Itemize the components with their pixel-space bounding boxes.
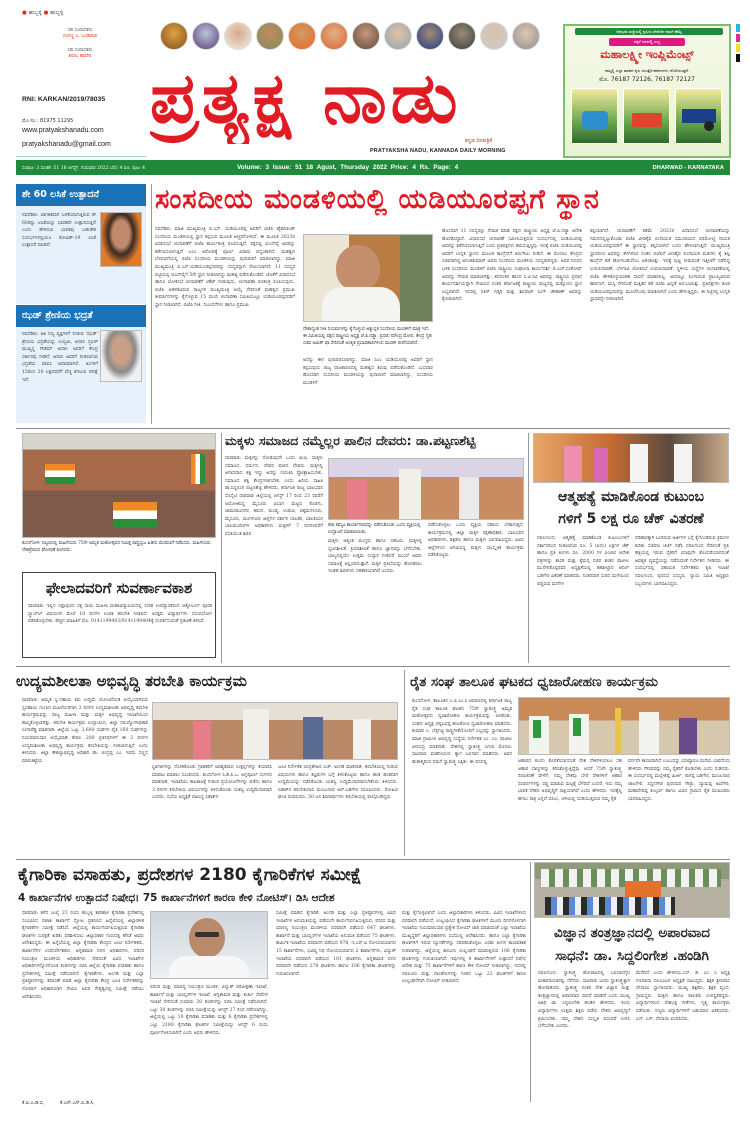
lead-text-col2: ಅದನ್ನು ಈಗ ಪುನಾರಚಿಸಲಾಗಿದ್ದು, ಮಾಜಿ ಸಿಎಂ ಯಡಿಯೂರಪ್ಪ ಅವರಿಗೆ ಸ್ಥಾನ ಕಲ್ಪಿಸುವುದು ರಾಜ್ಯ ರಾಜಕಾರಣದಲ್ಲಿ ಮಹತ್ವದ ತಿರುವು ಪಡೆದುಕೊಂಡಿದೆ. ಬುಧವಾರ ಹೊಸದಾಗಿ ಸಂಸದೀಯ ಮಂಡಳಿಯನ್ನು ಪುನಾರಚನೆ ಮಾಡಲಾಗಿದ್ದು, ಸಂಸದೀಯ ಮಂಡಳಿಗೆ bbox=[303, 358, 433, 386]
sidebar-text: ನವದೆಹಲಿ: ಜಾಗತಿಕವಾಗಿ ಬಳಕೆಯಾಗುತ್ತಿರುವ ಶೇ 60ರಷ್ಟು ಲಸಿಕೆಯನ್ನು ಭಾರತವೇ ಉತ್ಪಾದಿಸುತ್ತಿದೆ ಎಂದು ಹೇಳಿರುವ ಭಾರತವು ಬಹುತೇಕ ಸಂದರ್ಭಗಳಲ್ಲಿಯೂ ಕೋವಿಡ್-19 ಲಸಿಕೆ ಉತ್ಪಾದನೆ ಮಾಡಿದೆ. bbox=[22, 213, 96, 249]
suicide-headline-line2: ಗಳಿಗೆ 5 ಲಕ್ಷ ರೂ ಚೆಕ್ ವಿತರಣೆ bbox=[558, 511, 704, 527]
signoff-2: ಕೆ.ಎಸ್.ಎಸ್.ಐ.ಡಿ.ಸಿ, bbox=[59, 1101, 95, 1106]
pattanashetti-text-col1: ಧಾರವಾಡ: ಮಕ್ಕಳನ್ನು ನೋಡುವುದೇ ಒಂದು ಖುಷಿ. ಮಕ್ಕಳು ಸಮಾಜದ, ಧರ್ಮದ, ದೇವರ ಪಾಲಿನ ದೇವರು. ಮಕ್ಕಳಲ್ಲಿ ಅಗಾಧವಾದ ಶಕ್ತಿ ಇದ್ದು ಅದನ್ನು ಗುರುತಿಸಿ ಪ್ರೋತ್ಸಾಹಿಸಬೇಕು. ಸಮಾಜದ ಶಕ್ತಿ ಕೇಂದ್ರಗಳಾಗಬೇಕು ಎಂದು ಹಿರಿಯ ಸಾಹಿತಿ ಡಾ.ಸಿದ್ದಲಿಂಗ ಪಟ್ಟಣಶೆಟ್ಟಿ ಹೇಳಿದರು. ಕರ್ನಾಟಕ ರಾಜ್ಯ ಬಾಲಭವನ ಸೊಸೈಟಿ ಧಾರವಾಡ ಜಿಲ್ಲೆಯಲ್ಲಿ ಆಗಸ್ಟ್ 17 ರಿಂದ 23 ರವರೆಗೆ ಆಯೋಜಿಸಿದ್ದ ಮೈಸೂರು ವಿಭಾಗ ಮಟ್ಟದ ಕೊಡಗು, ಚಾಮರಾಜನಗರ, ಹಾಸನ, ಮಂಡ್ಯ, ಉಡುಪಿ, ಚಿಕ್ಕಮಗಳೂರು, ಮೈಸೂರು, ಮಂಗಳೂರು ಜಿಲ್ಲೆಗಳ ಸರ್ಕಾರಿ ಬಾಲಕರ, ಬಾಲಕಿಯರ ಬಾಲಮಂದಿರಗಳ ಅಧಿಕಾರಿಗಳು ಮಕ್ಕಳಿಗೆ 7 ದಿನಗಳವರೆಗೆ ವಸತಿಯುತ ಶಿಬಿರ bbox=[225, 456, 323, 537]
sidebar-headline: ಶೇ 60 ಲಸಿಕೆ ಉತ್ಪಾದನೆ bbox=[16, 184, 146, 206]
industrial-text-col3: ಸಮೀಕ್ಷೆ ಮಾಡಿದ ಕೈಗಾರಿಕೆ, ಅಂಗಡಿ ಮತ್ತು ಎಲ್ಲಾ ಪ್ರತಿಷ್ಠಾನಗಳಲ್ಲಿ ವಿವಿಧ ಇಲಾಖೆಗಳ ಅನುಮತಿಯನ್ನು ಪಡೆಯದೇ ಕಾರ್ಯನಿರ್ವಹಿಸುತ್ತಿರುವ, ಪರಿಸರ ಮತ್ತು ಮಾಲಿನ್ಯ ನಿಯಂತ್ರಣ ಮಂಡಳಿಯ ಪರವಾನಗಿ ಪಡೆಯದ 647 ಘಟಕಗಳು, ಕಾರ್ಖಾನೆ ಮತ್ತು ಬಾಯ್ಲರ್‌ಗಳ ಇಲಾಖೆಯ ಅನುಮತಿ ಪಡೆಯದ 75 ಘಟಕಗಳು, ಕಾರ್ಮಿಕ ಇಲಾಖೆಯ ಪರವಾನಗಿ ಪಡೆಯದ 978, ಇ.ಎಸ್.ಐ ನೋಂದಣಿಯಾಗದ 15 ಕಾರ್ಖಾನೆಗಳು, ಭವಿಷ್ಯ ನಿಧಿ ನೋಂದಣಿಯಾಗದ 2 ಕಾರ್ಖಾನೆಗಳು, ವಿದ್ಯುತ್ ಇಲಾಖೆಯ ಪರವಾನಗಿ ಪಡೆಯದ 101 ಘಟಕಗಳು, ಅಗ್ನಿಶಾಮಕ ದಳದ ಪರವಾನಗಿ ಪಡೆಯದ 278 ಘಟಕಗಳು ಹಾಗೂ 106 ಕೈಗಾರಿಕಾ ಘಟಕಗಳನ್ನು ಗುರುತಿಸಲಾಗಿದೆ. bbox=[276, 911, 396, 977]
lead-text-col1: ನವದೆಹಲಿ: ಮಾಜಿ ಮುಖ್ಯಮಂತ್ರಿ ಬಿ.ಎಸ್. ಯಡಿಯೂರಪ್ಪ ಅವರಿಗೆ ಬಿಜೆಪಿ ಹೈಕಮಾಂಡ್ ಸಂಸದೀಯ ಮಂಡಳಿಯಲ್ಲಿ ಸ್ಥಾನ ಕಲ್ಪಿಸುವ ಮೂಲಕ ಅಚ್ಚರಿಗೊಳಿಸಿದೆ. ಈ ಮೂಲಕ 2023ರ ವಿಧಾನಸಭೆ ಚುನಾವಣೆಗೆ ಬಿಜೆಪಿ ಕಾರ್ಯತಂತ್ರ ರೂಪಿಸುತ್ತಿದೆ. ಪಕ್ಷದಲ್ಲಿ ಬಿಎಸ್‌ವೈ ಅವರನ್ನು ಕಡೆಗಣಿಸಲಾಗುತ್ತಿದೆ ಎಂಬ ಆರೋಪಕ್ಕೆ ಪೂರ್ಣ ವಿರಾಮ ಬಿದ್ದಂತಾಗಿದೆ. ಮಹತ್ವದ ಬೆಳವಣಿಗೆಯಲ್ಲಿ ಬಿಜೆಪಿ ಸಂಸದೀಯ ಮಂಡಳಿಯನ್ನು ಪುನಾರಚನೆ ಮಾಡಲಾಗಿದ್ದು, ಮಾಜಿ ಮುಖ್ಯಮಂತ್ರಿ ಬಿ.ಎಸ್.ಯಡಿಯೂರಪ್ಪನವರನ್ನು ಸದಸ್ಯರನ್ನಾಗಿ ನೇಮಿಸಲಾಗಿದೆ. 11 ಸದಸ್ಯರ ಪಟ್ಟಿಯಲ್ಲಿ ಬಿಎಸ್‌ವೈಗೆ 5ನೇ ಸ್ಥಾನ ನೀಡಲಾಗಿದ್ದು ಮಹತ್ವ ಪಡೆದುಕೊಂಡಿದೆ. ಜೊತೆಗೆ ವಿಧಾನಸಭೆ ಹಾಗೂ ಲೋಕಸಭೆ ಚುನಾವಣೆಗೆ ಟಿಕೆಟ್ ನೀಡುವುದು, ಚುನಾವಣಾ ರಣತಂತ್ರ ರೂಪಿಸುವುದು, ಬಿಜೆಪಿ ಆಡಳಿತವಿರುವ ರಾಜ್ಯಗಳ ಮುಖ್ಯಮಂತ್ರಿ ಆಯ್ಕೆ ಸೇರಿದಂತೆ ಮಹತ್ವದ ಪ್ರಮುಖ ತೀರ್ಮಾನಗಳನ್ನು ಕೈಗೊಳ್ಳುವ 15 ಮಂದಿ ಚುನಾವಣಾ ಸಮಿತಿಯಲ್ಲೂ ಯಡಿಯೂರಪ್ಪನವರಿಗೆ ಸ್ಥಾನ ನೀಡಲಾಗಿದೆ. ಬಿಜೆಪಿ ನೀತಿ, ನಿಬಂಧನೆಗಳು ಹಾಗೂ ಪ್ರಮುಖ bbox=[155, 227, 295, 308]
entrepreneurship-text-col1: ಧಾರವಾಡ: ಅಮೃತ ಸ್ವ-ಸಹಾಯ ಕಿರು ಉದ್ದಿಮೆ ಯೋಜನೆಯಡಿ ಆಯ್ಕೆಯಾಗಿರುವ ಸ್ವಸಹಾಯ ಗುಂಪಿನ ಮಹಿಳೆಯರಿಗಾಗಿ 3 ದಿನಗಳ ಉದ್ಯಮಶೀಲತಾ ಅಭಿವೃದ್ಧಿ ತರಬೇತಿ ಕಾರ್ಯಕ್ರಮವನ್ನು ರಾಜ್ಯ ಮಹಿಳಾ ಮತ್ತು ಮಕ್ಕಳ ಅಭಿವೃದ್ಧಿ ಇಲಾಖೆಯಿಂದ ಹಮ್ಮಿಕೊಳ್ಳಲಾಗಿತ್ತು. ತರಬೇತಿ ಕಾರ್ಯಕ್ರಮ ಉದ್ಘಾಟಿಸಿದ, ಜಿಲ್ಲಾ ನಿರುದ್ಯೋಗಾಧಿಕಾರಿ ಸಿಂಗಾರೆಡ್ಡಿ ಮಾತನಾಡಿ, ಜಿಲ್ಲೆಯ ಒಟ್ಟು 3,600 ಸಂಘಗಳ ಪೈಕಿ 160 ಸಂಘಗಳನ್ನು ನಿಯಮಾನುಸಾರ ಆಯ್ಕೆಮಾಡಿ ಕೇವಲ 200 ಪ್ರತಿನಿಧಿಗಳಿಗೆ ಈ 3 ದಿನಗಳ ಉದ್ಯಮಶೀಲತಾ ಅಭಿವೃದ್ಧಿ ಕಾರ್ಯಕ್ರಮ ತರಬೇತಿಯನ್ನು ನೀಡಲಾಗುತ್ತಿದೆ ಎಂದು ತಿಳಿಸಿದರು. ಜಿಲ್ಲಾ ಕೌಶಲ್ಯಾಭಿವೃದ್ಧಿ ಅಧಿಕಾರಿ ಡಾ. ಚಂದ್ರಪ್ಪ ಎಂ. ಇವರು ಸಣ್ಣದ ಮಾರುಕಟ್ಟೆಯ bbox=[22, 698, 148, 764]
phone-number: ಮೊ.ಸಂ.: 81975 11295 bbox=[22, 118, 74, 124]
industrial-headline: ಕೈಗಾರಿಕಾ ವಸಾಹತು, ಪ್ರದೇಶಗಳ 2180 ಕೈಗಾರಿಕೆಗಳ ಸಮೀಕ್ಷೆ bbox=[18, 865, 362, 885]
entrepreneurship-text-col3: ಜಂಟಿ ನಿರ್ದೇಶಕ ಚಂದ್ರಶೇಖರ ಎಚ್. ಅಂಗಡಿ ಮಾತನಾಡಿ, ತರಬೇತಿಯಲ್ಲಿ ನೀಡುವ ವಿಷಯಗಳು ಹಾಗೂ ತಜ್ಞರುಗಳ ಬಗ್ಗೆ ತಿಳಿಸಿಕೊಟ್ಟರು ಹಾಗೂ ಹಂತ ಹಂತವಾಗಿ ಉದ್ದಿಮೆಯನ್ನು ನಡೆಸಿಕೊಂಡು ಯಶಸ್ವಿ ಉದ್ದಿಮೆದಾರರಾಗಬೇಕೆಂದು ತಿಳಿಸಿದರು. ಸಿಡಾಕ್‌ನ ತರಬೇತುದಾರ ಮಂಜುನಾಥ ಅರ್.ಬಡಿಗೇರ ನಿರೂಪಿಸಿದರು. ರೋಹಿಣಿ ಘಂಟಿ ವಂದಿಸಿದರು. 50 ಜನ ಶಿಬಿರಾರ್ಥಿಗಳು ತರಬೇತಿಯಲ್ಲಿ ಪಾಲ್ಗೊಂಡಿದ್ದರು. bbox=[278, 765, 398, 801]
column-divider bbox=[404, 670, 405, 856]
photo-flag-rally bbox=[22, 433, 216, 538]
entrepreneurship-headline: ಉದ್ಯಮಶೀಲತಾ ಅಭಿವೃದ್ಧಿ ತರಬೇತಿ ಕಾರ್ಯಕ್ರಮ bbox=[16, 672, 247, 690]
lead-text-col3: ಹೊಸದಾಗಿ 11 ಸದಸ್ಯರನ್ನು ನೇಮಕ ಮಾಡಿ ಪಕ್ಷದ ರಾಷ್ಟ್ರೀಯ ಅಧ್ಯಕ್ಷ ಜೆ.ಪಿ.ನಡ್ಡಾ ಆದೇಶ ಹೊರಡಿಸಿದ್ದಾರೆ. ವಿಧಾನಸಭೆ ಚುನಾವಣೆ ಸಮೀಪಿಸುತ್ತಿರುವ ಸಂದರ್ಭದಲ್ಲಿ ಯಡಿಯೂರಪ್ಪ ಅವರನ್ನು ಕಡೆಗಣಿಸಲಾಗುತ್ತಿದೆ ಎಂದು ಪ್ರತಿಪಕ್ಷಗಳು ಹರುಸುತ್ತಿದ್ದವು. ಇದಕ್ಕೆ ಬಿಜೆಪಿ ಯಡಿಯೂರಪ್ಪ ಅವರಿಗೆ ಉನ್ನತ ಸ್ಥಾನದ ಮೂಲಕ ಕಾಂಗ್ರೆಸ್‌ಗೆ ತಿರುಗೇಟು ನೀಡಿದೆ. ಈ ಮೊದಲು ಕೇಂದ್ರದ ಸಚಿವರಾಗಿದ್ದ ಅನಂತಕುಮಾರ್ ಅವರು ಸಂಸದೀಯ ಮಂಡಳಿಯ ಸದಸ್ಯರಾಗಿದ್ದರು. ಅವರ ನಿಧನದ ಬಳಿಕ ಸಂಸದೀಯ ಮಂಡಳಿಗೆ ಬಿಜೆಪಿ ರಾಷ್ಟ್ರೀಯ ಸಂಘಟನಾ ಕಾರ್ಯದರ್ಶಿ ಬಿ.ಎಲ್.ಸಂತೋಷ್ ಅವರನ್ನು ನೇಮಕ ಮಾಡಲಾಗಿತ್ತು. ತದನಂತರ ಹಾಸನ ಸಿ.ಟಿ.ರವಿ ಅವರನ್ನು ರಾಷ್ಟ್ರೀಯ ಪ್ರಧಾನ ಕಾರ್ಯದರ್ಶಿಯನ್ನಾಗಿ ನೇಮಿಸಿದ ನಂತರ ಕರ್ನಾಟಕಕ್ಕೆ ರಾಷ್ಟ್ರೀಯ ಮಟ್ಟದಲ್ಲಿ ಮತ್ತೊಂದು ಸ್ಥಾನ ಲಭ್ಯವಾಗಿದೆ. ಇದರಲ್ಲಿ ನಿತಿನ್ ಗಡ್ಕರಿ ಮತ್ತು ಶಿವರಾಜ್ ಸಿಂಗ್ ಚೌಹಾಣ್ ಅವರನ್ನು ಕೈಬಿಡಲಾಗಿದೆ. bbox=[442, 229, 582, 303]
editor-role: ಸಹ ಸಂಪಾದಕರು bbox=[67, 48, 93, 53]
portrait-image bbox=[160, 22, 188, 50]
ad-image-plough bbox=[571, 88, 618, 144]
industrial-text-col2: ಪರಿಸರ ಮತ್ತು ಮಾಲಿನ್ಯ ನಿಯಂತ್ರಣ ಮಂಡಳಿ, ವಿದ್ಯುತ್ ಪರಿವೀಕ್ಷಣಾ ಇಲಾಖೆ, ಕಾರ್ಖಾನೆ ಮತ್ತು ಬಾಯ್ಲರ್‌ಗಳ ಇಲಾಖೆ, ಅಗ್ನಿಶಾಮಕ ಮತ್ತು ತುರ್ತು ಸೇವೆಗಳ ಇಲಾಖೆ ಸೇರಿದಂತೆ ಸುಮಾರು 30 ತಂಡಗಳನ್ನು ರಚಿಸಿ ಸಮೀಕ್ಷೆ ನಡೆಸಲಾಗಿದೆ. ಒಟ್ಟು 30 ತಂಡಗಳನ್ನು ರಚಿಸಿ ಸಮೀಕ್ಷೆಯನ್ನು ಆಗಸ್ಟ್ 27 ರಿಂದ ನಡೆಸಲಾಗಿದ್ದು, ಜಿಲ್ಲೆಯಲ್ಲಿ ಒಟ್ಟು 10 ಕೈಗಾರಿಕಾ ವಸಾಹತು ಮತ್ತು 6 ಕೈಗಾರಿಕಾ ಪ್ರದೇಶಗಳಲ್ಲಿ ಒಟ್ಟು 2180 ಕೈಗಾರಿಕಾ ಘಟಕಗಳ ಸಮೀಕ್ಷೆಯನ್ನು ಆಗಸ್ಟ್ 6 ರಂದು ಪೂರ್ಣಗೊಳಿಸಲಾಗಿದೆ ಎಂದು ಅವರು ಹೇಳಿದರು. bbox=[150, 985, 268, 1036]
farmers-text-col1: ಕುಂದಗೋಳ: ತಾಲೂಕಿನ ಎ.ಪಿ.ಎಂ.ಸಿ ಆವರಣದಲ್ಲಿ ಕರ್ನಾಟಕ ರಾಜ್ಯ ರೈತ ಸಂಘ ತಾಲೂಕ ಘಟಕದ 75ನೇ ಸ್ವಾತಂತ್ರ್ಯ ಅಮೃತ ಮಹೋತ್ಸವದ ಧ್ವಜಾರೋಹಣ ಕಾರ್ಯಕ್ರಮವನ್ನು ಆಚರಿಸಿತು. ಸಂಘದ ಅಧ್ಯಕ್ಷ ಚನ್ನಬಸಪ್ಪ ಹುಲಕೋಟಿ ಧ್ವಜಾರೋಹಣ ಮಾಡಿದರು. ಕುಮಾರಿ ಎ. ಬೆಳ್ಳಿಗಟ್ಟಿ ರಾಷ್ಟ್ರಗೀತೆಯೊಂದಿಗೆ ಎಲ್ಲರನ್ನು ಸ್ವಾಗತಿಸಿದರು. ಮಾಜಿ ಗ್ರಾಮೀಣ ಅಭಿವೃದ್ಧಿ ಸಂಸ್ಥೆಯ ನಿರ್ದೇಶಕ ಎಂ. ಎಂ. ಪಾಟೀಲ ವೀರಭದ್ರ ಮಾತನಾಡಿ, ದೇಶದಲ್ಲಿ ಸ್ವಾತಂತ್ರ್ಯ ಸಿಗುವ ಮೊದಲು ಸಾವಿರಾರು ಮಹನೀಯರು ತ್ಯಾಗ ಬಲಿದಾನ ಮಾಡಿದರು. ಅವರ ಹುತಾತ್ಮರಿಂದ ನಮಗೆ ಸ್ವಾತಂತ್ರ್ಯ ಸಿಕ್ಕಿತು. ಈ ದಿನದಲ್ಲಿ bbox=[412, 699, 512, 765]
portrait-image bbox=[416, 22, 444, 50]
email-link[interactable]: pratyakshanadu@gmail.com bbox=[22, 141, 111, 148]
suicide-text-col2: ಪರಿಹಾರಕ್ಕಾಗಿ ಬಂದಿರುವ ಅರ್ಜಿಗಳ ಬಗ್ಗೆ ಕೈಗೊಂಡಿರುವ ಕ್ರಮಗಳ ಕುರಿತು ಸಚಿವರು ಚರ್ಚೆ ನಡೆಸಿ ನವಲಗುಂದ ಸೇರಿದಂತೆ ಪ್ರತಿ ಹಳ್ಳಿಯಲ್ಲಿ ಇರುವ ರೈತರಿಗೆ ಯಾವುದೇ ತೊಂದರೆಯಾಗದಂತೆ ಅವಶ್ಯಕ ವ್ಯವಸ್ಥೆಯನ್ನು ನಡೆಸುವಂತೆ ನಿರ್ದೇಶನ ನೀಡಿದರು. ಈ ಸಂದರ್ಭದಲ್ಲಿ ಸಹಾಯಕ ನಿರ್ದೇಶಕರು ಕೃಷಿ ಇಲಾಖೆ ನವಲಗುಂದ, ಪುರಸಭೆ ಸದಸ್ಯರು, ನ್ಯಾಯ ಸಮಿತಿ ಅಧ್ಯಕ್ಷರು ಸಿಬ್ಬಂದಿಗಳು ಭಾಗವಹಿಸಿದ್ದರು. bbox=[635, 536, 729, 587]
pattanashetti-text-col2: ಮಕ್ಕಳು ಅತ್ಯಂತ ಮುಗ್ಧರು ಹಾಗೂ ಸಹಜರು. ಮಕ್ಕಳಲ್ಲಿ ಸೃಜನಶೀಲತೆ, ಕ್ರಿಯಾಶೀಲತೆ ಹಾಗೂ ಜ್ಞಾನವನ್ನು ಬೆಳೆಸಬೇಕು. ಬಾಲ್ಯದಲ್ಲಿಯೇ ಉತ್ತಮ ಸಂಸ್ಕಾರ ನೀಡಿದರೆ ಮುಂದೆ ಅವರು ಸಮಾಜಕ್ಕೆ ಆಸ್ತಿಯಾಗುತ್ತಾರೆ. ಮಕ್ಕಳ ಪ್ರತಿಭೆಯನ್ನು ಹೊರತರಲು ಇಂತಹ ಶಿಬಿರಗಳು ಸಹಕಾರಿಯಾಗಿವೆ ಎಂದರು. bbox=[328, 539, 422, 575]
portrait-image bbox=[512, 22, 540, 50]
ad-image-rotavator bbox=[623, 88, 670, 144]
column-divider bbox=[151, 184, 152, 424]
ad-image-trailer bbox=[675, 88, 722, 144]
portrait-image bbox=[256, 22, 284, 50]
entrepreneurship-text-col2: ಸ್ಥಿತಿಗತಿಗಳನ್ನು ನೋಡಿಕೊಂಡು ಗ್ರಾಹಕರಿಗೆ ಅವಶ್ಯಕವಾದ ಉತ್ಪನ್ನಗಳನ್ನು ತಯಾರಿಸಿ ಮಾರಾಟ ಮಾಡಲು ಸೂಚಿಸಿದರು. ಕುಂದಗೋಳ ಸಿ.ಡಿ.ಪಿ.ಒ. ಅನ್ನಪೂರ್ಣ ಸಂಗಳದ ಮಾತನಾಡಿ, ಇಲಾಖೆಯು ಕಾಲಕಾಲಕ್ಕೆ ನೀಡುವ ಪ್ರಯೋಜನೆಗಳನ್ನು ಪಡೆದು ಹಾಗೂ 3 ದಿನಗಳ ತರಬೇತಿಯ ವಿಷಯಗಳನ್ನು ತಿಳಿದುಕೊಂಡು ಯಶಸ್ವಿ ಉದ್ದಿಮೆದಾರರಾಗಿ ಎಂದರು. ಸಭೆಯ ಅಧ್ಯಕ್ಷತೆ ವಹಿಸಿದ್ದ ಸಿಡಾಕ್‌ನ bbox=[152, 765, 272, 801]
section-divider bbox=[16, 859, 730, 860]
tag-2: ಹುಬ್ಬಳ್ಳಿ bbox=[50, 10, 64, 16]
portrait-image bbox=[192, 22, 220, 50]
ad-phone: ಮೊ. 76187 72126, 76187 72127 bbox=[599, 76, 695, 83]
photo-children-event bbox=[328, 458, 524, 520]
lead-photo-caption: ದೇಶಾದ್ಯಂತ ನೀತಿ ನಿಯಮಗಳನ್ನು ಕೈಗೊಳ್ಳುವ ಅತ್ಯುನ್ನತ ಸಂಸದೀಯ ಮಂಡಳಿಗೆ ಮಾತ್ರ ಇದೆ. ಈ ಸಮಿತಿಯಲ್ಲಿ ಪಕ್ಷದ ರಾಷ್ಟ್ರೀಯ ಅಧ್ಯಕ್ಷ ಜೆ.ಪಿ.ನಡ್ಡಾ, ಪ್ರಧಾನಿ ನರೇಂದ್ರ ಮೋದಿ, ಕೇಂದ್ರ ಗೃಹ ಸಚಿವ ಅಮಿತ್ ಷಾ ಸೇರಿದಂತೆ ಅಂತ್ಯತ ಪ್ರಭಾವಶಾಲಿಗಳಿಂದ ಮಂಡಳಿ ರಚನೆಯಾಗಿದೆ. bbox=[303, 327, 432, 346]
sidebar-text: ನವದೆಹಲಿ: ಅತಿ ಗಣ್ಯ ವ್ಯಕ್ತಿಗಳಿಗೆ ನೀಡುವ 'ಝಡ್' ಶ್ರೇಣಿಯ ಭದ್ರತೆಯನ್ನು ಉದ್ಯಮಿ, ಅದಾನಿ ಗ್ರೂಪ್ ಮುಖ್ಯಸ್ಥ ಗೌತಮ್ ಅದಾನಿ ಅವರಿಗೆ ಕೇಂದ್ರ ಸರ್ಕಾರವು ನೀಡಿದೆ. ಅದಾನಿ ಅವರಿಗೆ ನೀಡಲಾಗುವ ಭದ್ರತೆಯ ವಾಪಸಿ ಆಧಾರವಾಗಿದೆ. ತಿಂಗಳಿಗೆ 15ರಿಂದ 20 ಲಕ್ಷದವರೆಗೆ ವೆಚ್ಚ ತಗಲುವ ನಿರೀಕ್ಷೆ ಇದೆ. bbox=[22, 332, 98, 383]
dateline-place: DHARWAD - KARNATAKA bbox=[652, 164, 724, 171]
notice-headline: ಫೇಲಾದವರಿಗೆ ಸುವರ್ಣಾವಕಾಶ bbox=[45, 579, 193, 597]
editor-role: ಸಹ ಸಂಪಾದಕರು bbox=[67, 28, 93, 33]
photo-cheque-distribution bbox=[533, 433, 729, 483]
portrait-image bbox=[480, 22, 508, 50]
color-registration-marks bbox=[736, 24, 740, 64]
farmers-text-col2: ಆಹಾರದ ಕುಂದು ಕೊರತೆಯಾಗದಂತೆ ದೇಶ ದೇಶಗಳಿಂದಲೂ ಸಹ ಆಹಾರ ಧಾನ್ಯಗಳನ್ನು ತರಿಸಿಕೊಳ್ಳುತ್ತಿದ್ದೆವು. ಆದರೆ 75ನೇ ಸ್ವಾತಂತ್ರ್ಯ ದಿನಾಚರಣೆ ವೇಳೆಗೆ, ನಮ್ಮ ದೇಶವು ಬೇರೆ ದೇಶಗಳಿಗೆ ಆಹಾರ ಪದಾರ್ಥಗಳನ್ನು ರಫ್ತು ಮಾಡುವ ಮಟ್ಟಕ್ಕೆ ಬೆಳೆದಿದೆ ಎಂದರೆ, ಇದು ನಮ್ಮ ಭಾರತ ದೇಶದ ಅಭಿವೃದ್ಧಿಗೆ ಸಾಕ್ಷಿಯಾಗಿದೆ ಎಂದು ಹೇಳಿದರು. ಇದಕ್ಕೆಲ್ಲ ಹಗಲು ರಾತ್ರಿ ಎನ್ನದೆ ಬಿಸಿಲು, ಚಳಿಯಲ್ಲಿ ದುಡಿಯುತ್ತಿರುವ ನಮ್ಮ ರೈತ bbox=[518, 759, 622, 802]
sidebar-photo-minister bbox=[100, 212, 142, 267]
editor-name: ಗಂಗಣ್ಣ ಎ. ಬಂಡಿವಾಡ bbox=[63, 34, 97, 39]
farmers-text-col3: ವರ್ಗವೇ ಕಾರಣವಾಗಿದೆ ಎಂಬುದನ್ನು ಯಾವ್ಯಾರೂ ಮರೆಯ ಬಾರದೆಂದು ಹೇಳಿದರು ಗೌರವವನ್ನು ನಮ್ಮ ರೈತರಿಗೆ ಕೊಡಬೇಕು ಎಂದು ನುಡಿದರು. ಈ ಸಂದರ್ಭದಲ್ಲಿ ಮಲ್ಲೇಶಪ್ಪ ಮಿರ್ಜಿ, ನಾಗಪ್ಪ ಬಡಿಗೇರ, ಮಂಜುನಾಥ ಜಾಲಗೇರಿ, ಸಿದ್ದನಗೌಡ ಪುರದವರ ಗೌಡ್ರು, ದ್ಯಾಮಪ್ಪ ಅಣಿಗೇರಿ, ಮಹಾದೇವಪ್ಪ ಕುಲ್ಕರ್ಣಿ ಹಾಗೂ ವಿವಿಧ ಗ್ರಾಮದ ರೈತ ಮುಖಂಡರು ಭಾಗವಹಿಸಿದ್ದರು. bbox=[628, 759, 730, 802]
suicide-headline-line1: ಆತ್ಮಹತ್ಯೆ ಮಾಡಿಕೊಂಡ ಕುಟುಂಬ bbox=[558, 489, 704, 505]
photo-training-event bbox=[152, 702, 398, 760]
column-divider bbox=[530, 862, 531, 1102]
portrait-image bbox=[448, 22, 476, 50]
tag-1: ಹುಬ್ಬಳ್ಳಿ bbox=[28, 10, 42, 16]
column-divider bbox=[221, 433, 222, 663]
section-divider bbox=[16, 428, 730, 429]
notice-text: ಧಾರವಾಡ: ಇಲ್ಲಿನ ಸಪ್ತಾಪುರದ ಸಕ್ಕ ಸಾಯಿ ಮಹಿಳಾ ಮಹಾವಿದ್ಯಾಲಯದಲ್ಲಿ ನುರಿತ ಉಪನ್ಯಾಸಕರಿಂದ ಆಕ್ಟೋಬರ್ನ ಪೂರಕ ಸ್ಟ್ಯಾಬ್‌ಲ್ ವಿಷಯಗಳ ಮೇಲೆ 10 ದಿನಗಳ ಉಚಿತ ತರಬೇತಿ ನೀಡಲಿದೆ. ಆಸಕ್ತರು ವಿದ್ಯಾರ್ಥಿಗಳು ಸದುಪಯೋಗ ಪಡಿಸಿಕೊಳ್ಳಬೇಕು. ಹೆಚ್ಚಿನ ಮಾಹಿತಿಗೆ ಮೊ. 9141199403/9141199404ಕ್ಕೆ ಸಂಪರ್ಕಿಸುವಂತೆ ಪ್ರಕಟಣೆ ತಿಳಿಸಿದೆ. bbox=[28, 604, 212, 625]
lead-photo-yediyurappa bbox=[303, 234, 433, 322]
industrial-text-col1: ಧಾರವಾಡ: ಕಳೆದ ಜುಲೈ 23 ರಂದು ಹುಬ್ಬಳ್ಳಿ ತಾರಿಹಾಳ ಕೈಗಾರಿಕಾ ಪ್ರದೇಶದಲ್ಲಿ ಸಂಭವಿಸಿದ ಪಟಾಕಿ ಕಾರ್ಖಾನೆ ಸ್ಫೋಟ ಪ್ರಕರಣದ ಹಿನ್ನೆಲೆಯಲ್ಲಿ ಜಿಲ್ಲಾಡಳಿತ ಕೈಗಾರಿಕೆಗಳ ಸಮೀಕ್ಷೆ ನಡೆಸಿದೆ. ಜಿಲ್ಲೆಯಲ್ಲಿ ಕಾರ್ಯನಿರ್ವಹಿಸುತ್ತಿರುವ ಕೈಗಾರಿಕಾ ಘಟಕಗಳ ಸುರಕ್ಷತೆ ಕುರಿತು ಪರಿಶೀಲಿಸಲು ಜಿಲ್ಲಾಧಿಕಾರಿ ಗುರುದತ್ತ ಹೆಗಡೆ ಅವರು ಆದೇಶಿಸಿದ್ದರು. ಈ ಹಿನ್ನೆಲೆಯಲ್ಲಿ ಜಿಲ್ಲಾ ಕೈಗಾರಿಕಾ ಕೇಂದ್ರದ ಜಂಟಿ ನಿರ್ದೇಶಕರು, ಕಾರ್ಖಾನೆಗಳ ಉಪನಿರ್ದೇಶಕರು, ಅಗ್ನಿಶಾಮಕ ದಳದ ಅಧಿಕಾರಿಗಳು, ಪರಿಸರ ನಿಯಂತ್ರಣ ಮಂಡಳಿಯ ಅಧಿಕಾರಿಗಳು ಸೇರಿದಂತೆ ವಿವಿಧ ಇಲಾಖೆಗಳ ಅಧಿಕಾರಿಗಳನ್ನೊಳಗೊಂಡ ತಂಡಗಳನ್ನು ರಚಿಸಿ ಜಿಲ್ಲೆಯ ಕೈಗಾರಿಕಾ ವಸಾಹತು ಹಾಗೂ ಪ್ರದೇಶಗಳಲ್ಲಿ ಸಮೀಕ್ಷೆ ನಡೆಸಲಾಗಿದೆ. ಕೈಗಾರಿಕೆಗಳು, ಅಂಗಡಿ ಮತ್ತು ಎಲ್ಲಾ ಪ್ರತಿಷ್ಠಾನಗಳನ್ನು ತಪಾಸಣೆ ಮಾಡಿ ಜಿಲ್ಲಾ ಕೈಗಾರಿಕಾ ಕೇಂದ್ರ ಜಂಟಿ ನಿರ್ದೇಶಕರನ್ನು ನೋಡಲ್ ಅಧಿಕಾರಿಯಾಗಿ ನೇಮಿಸಿ ಅವರ ನೇತೃತ್ವದಲ್ಲಿ ಸಮೀಕ್ಷೆ ನಡೆಸಲು ಆದೇಶಿಸಿದರು. bbox=[22, 911, 144, 1000]
pattanashetti-photo-caption: ಕಥಾ ಕಮ್ಮಟ ಕಾರ್ಯಾಗಾರವನ್ನು ಪಡೆದುಕೊಂಡು ಒಂದು ವ್ಯಕ್ತಿಯಲ್ಲಿ ಉದ್ಘಾಟನೆ ಮಾಡಲಾಯಿತು. bbox=[328, 523, 421, 535]
masthead-info bbox=[22, 10, 152, 67]
divider bbox=[16, 156, 146, 157]
column-divider bbox=[528, 433, 529, 663]
farmers-headline: ರೈತ ಸಂಘ ತಾಲೂಕ ಘಟಕದ ಧ್ವಜಾರೋಹಣ ಕಾರ್ಯಕ್ರಮ bbox=[410, 674, 658, 690]
science-headline-line1: ವಿಜ್ಞಾನ ತಂತ್ರಜ್ಞಾನದಲ್ಲಿ ಅಪಾರವಾದ bbox=[554, 925, 710, 941]
section-divider bbox=[16, 666, 730, 667]
industrial-text-col4: ಮತ್ತು ಕೈಗೊಳ್ಳಲಾಗಿದೆ ಎಂದು ಜಿಲ್ಲಾಧಿಕಾರಿಗಳು ತಿಳಿಸಿದರು. ವಿವಿಧ ಇಲಾಖೆಗಳಿಂದ ಪರವಾನಗಿ ಪಡೆಯದೆ, ಉಲ್ಲಂಘಿಸಿದ ಕೈಗಾರಿಕಾ ಘಟಕಗಳಿಗೆ ಮೂರು ದಿನಗಳೊಳಗಾಗಿ ಇಲಾಖೆಯ ನಿಯಮಾನುಸಾರ ಪ್ರತ್ಯೇಕ ನೋಟಿಸ್ ಜಾರಿ ಮಾಡುವಂತೆ ಎಲ್ಲಾ ಇಲಾಖೆಯ ಮುಖ್ಯಸ್ಥರಿಗೆ ಜಿಲ್ಲಾಧಿಕಾರಿಗಳು ಸಭೆಯಲ್ಲಿ ಆದೇಶಿಸಿದರು. ಹಾಗೂ ಎಲ್ಲಾ ಕೈಗಾರಿಕಾ ಘಟಕಗಳಿಗೆ ಇರುವ ನ್ಯೂನತೆಗಳನ್ನು ಸರಿಪಡಿಸಿಕೊಳ್ಳಲು ಎರಡು ತಿಂಗಳ ಕಾಲಾವಕಾಶ ನೀಡಲಾಗಿದ್ದು, ಜಿಲ್ಲೆಯಲ್ಲಿ ಕಾನೂನು ಉಲ್ಲಂಘನೆ ಮಾಡುತ್ತಿರುವ 106 ಕೈಗಾರಿಕಾ ಘಟಕಗಳನ್ನು ಗುರುತಿಸಲಾಗಿದೆ. ಇವುಗಳಲ್ಲಿ 4 ಕಾರ್ಖಾನೆಗಳಿಗೆ ಉತ್ಪಾದನೆ ನಿಷೇಧ ಆದೇಶ ಮತ್ತು 75 ಕಾರ್ಖಾನೆಗಳಿಗೆ ಕಾರಣ ಕೇಳಿ ನೋಟಿಸ್ ನೀಡಲಾಗಿದ್ದು, ಇದರಲ್ಲಿ ನವಲೂರು ಮತ್ತು ದಾಂಡೇಲಿಗಳನ್ನು ನೀಡದ ಒಟ್ಟು 22 ಘಟಕಗಳಿಗೆ ಕಾರಣ ಉಲ್ಲಂಘನೆಗಾಗಿ ನೋಟಿಸ್ ನೀಡಲಾಗಿದೆ. bbox=[402, 911, 526, 985]
photo-flag-hoisting bbox=[518, 697, 730, 755]
newspaper-logo: ಪ್ರತ್ಯಕ್ಷ ನಾಡು bbox=[150, 57, 462, 139]
portrait-image bbox=[288, 22, 316, 50]
portrait-image bbox=[320, 22, 348, 50]
signoff-1: ಕೆ.ಐ.ಎ.ಡಿ.ಬಿ, bbox=[22, 1101, 45, 1106]
industrial-signoff bbox=[22, 1100, 146, 1110]
ad-ribbon: ಸಕ್ಕರೆ ದರದಲ್ಲಿ ಲಭ್ಯ bbox=[609, 38, 685, 46]
website-link[interactable]: www.pratyakshanadu.com bbox=[22, 127, 104, 134]
advertisement[interactable] bbox=[563, 24, 731, 158]
photo-deputy-commissioner bbox=[150, 911, 268, 979]
sidebar-photo-adani bbox=[100, 330, 142, 382]
logo-subtitle: ಕನ್ನಡ ದಿನಪತ್ರಿಕೆ bbox=[465, 138, 492, 144]
ad-description: ನಮ್ಮಲ್ಲಿ ಎಲ್ಲಾ ತರಹದ ಕೃಷಿ ಯಂತ್ರೋಪಕರಣಗಳು ದೊರೆಯುತ್ತವೆ. bbox=[604, 68, 690, 73]
dateline-english: Volume: 3 Issue: 51 18 Agust, Thursday 2022 Price: 4 Rs. Page: 4 bbox=[237, 164, 459, 171]
portrait-image bbox=[352, 22, 380, 50]
lead-text-col4: ಕಲ್ಪಿಸಲಾಗಿದೆ. ಚುನಾವಣೆಗೆ ಕಡಿಮೆ 2023ರ ವಿಧಾನಸಭೆ ಚುನಾವಣೆಯನ್ನು ಗಮನದಲ್ಲಿಟ್ಟುಕೊಂಡು ಬಿಜೆಪಿ ವೀರಶೈವ ಲಿಂಗಾಯತ ಸಮುದಾಯದ ಪರಮೋಚ್ಚ ನಾಯಕ ಯಡಿಯೂರಪ್ಪನವರಿಗೆ ಈ ಸ್ಥಾನವನ್ನು ಕಲ್ಪಿಸಲಾಗಿದೆ ಎಂದು ಹೇಳಲಾಗುತ್ತಿದೆ. ಮುಖ್ಯಮಂತ್ರಿ ಸ್ಥಾನದಿಂದ ಅವರನ್ನು ಕೆಳಗಿಳಿಸಿದ ನಂತರ ಬಿಜೆಪಿಗೆ ವೀರಶೈವ ಲಿಂಗಾಯತ ಮತಗಳು ಕೈ ತಪ್ಪಿ ಕಾಂಗ್ರೆಸ್ ಕಡೆ ಹೋಗಬಹುದೆಂಬ ಆತಂಕವಿತ್ತು. ಇದಕ್ಕೆ ಪುಷ್ಟಿ ನೀಡುವಂತೆ ಇತ್ತೀಚೆಗೆ ನಡೆದಿದ್ದ ಉಪಚುನಾವಣೆ, ಬೆಳಗಾವಿ ಲೋಕಸಭೆ ಉಪಚುನಾವಣೆ, ಸ್ಥಳೀಯ ಸಂಸ್ಥೆಗಳ ಚುನಾವಣೆಯಲ್ಲಿ ಬಿಜೆಪಿ ಹೇಳಿಕೊಳ್ಳುವಂತಹ ಸಾಧನೆ ಮಾಡಿರಲಿಲ್ಲ. ಅದರಲ್ಲೂ ಲಿಂಗಾಯತ ಪ್ರಾಬಲ್ಯವಿರುವ ಹಾನಗಲ್, ಮಸ್ಕಿ ಸೇರಿದಂತೆ ಮತ್ತಿತರ ಕಡೆ ಬಿಜೆಪಿ ಹಿನ್ನಡೆ ಅನುಭವಿಸಿತ್ತು. ಪ್ರತಿಪಕ್ಷಗಳು ಕೂಡ ಯಡಿಯೂರಪ್ಪನವರನ್ನು ಮೂಲೆಗುಂಪು ಮಾಡಲಾಗಿದೆ ಎಂದು ಹೇಳುತ್ತಿದ್ದರು. ಈ ನಿಟ್ಟಿನಲ್ಲಿ ಉನ್ನತ ಸ್ಥಾನವನ್ನೇ ನೀಡಲಾಗಿದೆ. bbox=[590, 229, 730, 303]
suicide-text-col1: ನವಲಗುಂದ: ಆತ್ಮಹತ್ಯೆ ಮಾಡಿಕೊಂಡ ಕುಟುಂಬಗಳಿಗೆ ಸರ್ಕಾರದಿಂದ ನೀಡಲಾಗುವ ರೂ. 5 (ಐದು) ಲಕ್ಷಗಳ ಚೆಕ್ ಹಾಗೂ ಪ್ರತಿ ತಿಂಗಳು ರೂ. 2000 ಗಳ ಪಿಂಚಣಿ ಆದೇಶ ಪತ್ರಗಳನ್ನು ಶಾಸಕ ಮತ್ತು ಕೈಮಗ್ಗ ಸಚಿವ ಶಂಕರ ಪಾಟೀಲ ಮುನೇನಕೊಪ್ಪರವರ ಅಧ್ಯಕ್ಷತೆಯಲ್ಲಿ ತಹಶೀಲ್ದಾರ ಅನಿಲ್ ಬಡಿಗೇರ ವಿತರಣೆ ಮಾಡಿದರು. ನಿಂತರವಾಗಿ ಸುರಿದ ಮಳೆಯಿಂದ ಬಿದ್ದಿರುವ ಮನೆಗಳ bbox=[537, 536, 629, 587]
sidebar-headline: ಝಡ್ ಶ್ರೇಣಿಯ ಭದ್ರತೆ bbox=[16, 305, 146, 327]
portrait-image bbox=[384, 22, 412, 50]
flag-photo-caption: ಕುಂದಗೋಳ: ಪಟ್ಟಣದಲ್ಲಿ ಮಹಿಳೆಯರು 75ನೇ ಅಮೃತ ಮಹೋತ್ಸವದ ನಿಮಿತ್ತ ರಾಷ್ಟ್ರಧ್ವಜ ಹಿಡಿದು ಮೆರವಣಿಗೆ ನಡೆಸಿದರು. ಮಹಿಳೆಯರು ದೇಶಪ್ರೇಮದ ಘೋಷಣೆ ಕೂಗಿದರು. bbox=[22, 541, 211, 553]
science-headline-line2: ಸಾಧನೆ: ಡಾ. ಸಿದ್ದಲಿಂಗೇಶ .ಹಂಡಿಗಿ bbox=[555, 948, 709, 964]
science-text-col1: ನವಲಗುಂದ: ಸ್ವಾತಂತ್ರ್ಯ ಹೋರಾಟದಲ್ಲಿ ಬಲಿದಾನಗೈದ ಮಹಾನಾಯಕರನ್ನು ನೆನೆದರು. ಸಾವಿರಾರು ಜನರು ಸ್ವಾತಂತ್ರ್ಯಕ್ಕಾಗಿ ಹೋರಾಡಿದರು. ಸ್ವಾತಂತ್ರ್ಯ ನಂತರ ದೇಶ ವಿಜ್ಞಾನ ಮತ್ತು ತಂತ್ರಜ್ಞಾನದಲ್ಲಿ ಅಪಾರವಾದ ಸಾಧನೆ ಮಾಡಿದೆ ಎಂದು ಮುಖ್ಯ ಅತಿಥಿ ಡಾ. ಸಿದ್ದಲಿಂಗೇಶ ಹಂಡಿಗಿ ಹೇಳಿದರು. ಇಂದು ವಿದ್ಯಾರ್ಥಿಗಳು ಉತ್ತಮ ಶಿಕ್ಷಣ ಪಡೆದು ದೇಶದ ಅಭಿವೃದ್ಧಿಗೆ ಶ್ರಮಿಸಬೇಕು. ನಮ್ಮ ದೇಶದ ಸಂಸ್ಕೃತಿ ಪರಂಪರೆ ಉಳಿಸಿ ಬೆಳೆಸಬೇಕು ಎಂದರು. bbox=[538, 971, 630, 1030]
rni-number: RNI: KARKAN/2019/78035 bbox=[22, 96, 106, 103]
ad-top-banner: ಅನುಭವ ಸಂಸ್ಥೆಯಲ್ಲಿ ಕೃಷಿಯ ಸೇವೆಯೇ ನಮಗೆ ಹೆಮ್ಮೆ bbox=[575, 28, 723, 35]
ad-title: ಮಹಾಲಕ್ಷ್ಮೀ ಇಂಪ್ಲಿಮೆಂಟ್ಸ್ bbox=[600, 48, 694, 61]
industrial-subheadline: 4 ಕಾರ್ಖಾನೆಗಳ ಉತ್ಪಾದನೆ ನಿಷೇಧ। 75 ಕಾರ್ಖಾನೆಗಳಿಗೆ ಕಾರಣ ಕೇಳಿ ನೋಟಿಸ್। ಡಿಸಿ ಆದೇಶ bbox=[18, 892, 335, 904]
portrait-row bbox=[160, 22, 540, 50]
science-text-col2: ಮೆರೆದಿದೆ ಎಂದು ಹೇಳಿದರು.ಎಸ್. ಡಿ. ಎಂ. ಸಿ ಅಧ್ಯಕ್ಷ ಗಣಪತಿಸಾ ದಲಬಂಜನ ಅಧ್ಯಕ್ಷತೆ ವಹಿಸಿದ್ದರು. ಶಿಕ್ಷಕ ಶ್ರೀನಿವಾಸ ದೇಸಾಯಿ ಸ್ವಾಗತಿಸಿದರು. ಮುಖ್ಯ ಶಿಕ್ಷಕರು, ಶಿಕ್ಷಕ ವೃಂದ, ಗ್ರಾಮಸ್ಥರು, ಮಕ್ಕಳು ಹಾಗೂ ಪಾಲಕರು ಉಪಸ್ಥಿತರಿದ್ದರು. ವಿದ್ಯಾರ್ಥಿಗಳಿಂದ ದೇಶಭಕ್ತಿ ಗೀತೆಗಳು, ನೃತ್ಯ ಕಾರ್ಯಕ್ರಮ ನಡೆಯಿತು. ಗಣ್ಯರು ವಿದ್ಯಾರ್ಥಿಗಳಿಗೆ ಬಹುಮಾನ ವಿತರಿಸಿದರು. ಎಸ್. ಎನ್. ದೇಸಾಯಿ ವಂದಿಸಿದರು. bbox=[636, 971, 730, 1022]
dateline-bar bbox=[16, 160, 730, 175]
photo-school-event bbox=[534, 862, 730, 918]
portrait-image bbox=[224, 22, 252, 50]
logo-english: PRATYAKSHA NADU, KANNADA DAILY MORNING bbox=[370, 148, 506, 154]
masthead-tags: ● ಹುಬ್ಬಳ್ಳಿ ● ಹುಬ್ಬಳ್ಳಿ bbox=[22, 10, 64, 16]
dateline-kannada: ಸಂಪುಟ: 3 ಸಂಚಿಕೆ: 51 18 ಆಗಸ್ಟ್, ಗುರುವಾರ 2022 ಬೆಲೆ: 4 ರೂ. ಪುಟ: 4 bbox=[22, 165, 146, 171]
lead-headline: ಸಂಸದೀಯ ಮಂಡಳಿಯಲ್ಲಿ ಯಡಿಯೂರಪ್ಪಗೆ ಸ್ಥಾನ bbox=[155, 184, 600, 215]
editor-name: ಶರಣು ಹಾವೇರಿ bbox=[68, 54, 92, 59]
pattanashetti-headline: ಮಕ್ಕಳು ಸಮಾಜದ ನಮ್ಮೆಲ್ಲರ ಪಾಲಿನ ದೇವರು: ಡಾ.ಪಟ್ಟಣಶೆಟ್ಟಿ bbox=[225, 433, 476, 448]
pattanashetti-text-col3: ಪಡೆದುಕೊಳ್ಳಲು ಒಂದು ವ್ಯಕ್ತಿಯ ಸಹಾಯ ಬೇಕಾಗುತ್ತದೆ. ಕಾರ್ಯಕ್ರಮದಲ್ಲಿ ಜಿಲ್ಲಾ ಮಕ್ಕಳ ರಕ್ಷಣಾಧಿಕಾರಿ, ಬಾಲಭವನ ಅಧಿಕಾರಿಗಳು, ಶಿಕ್ಷಕರು ಹಾಗೂ ಮಕ್ಕಳು ಭಾಗವಹಿಸಿದ್ದರು. ವಿವಿಧ ಜಿಲ್ಲೆಗಳಿಂದ ಆಗಮಿಸಿದ್ದ ಮಕ್ಕಳು ಸಾಂಸ್ಕೃತಿಕ ಕಾರ್ಯಕ್ರಮ ನಡೆಸಿಕೊಟ್ಟರು. bbox=[428, 523, 524, 559]
